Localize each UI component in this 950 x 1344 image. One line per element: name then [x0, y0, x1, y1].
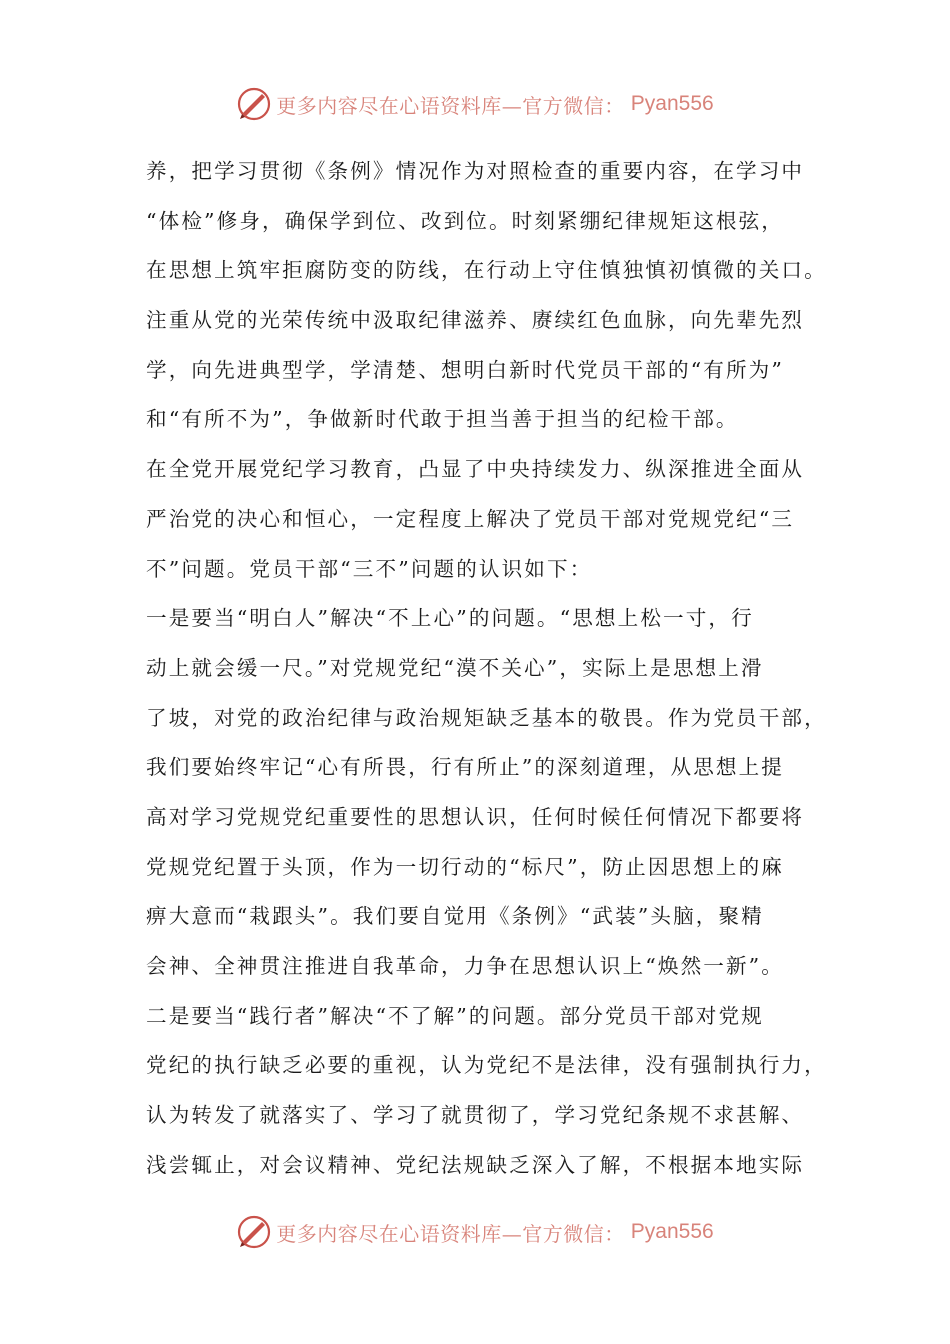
banner-wechat-id: Pyan556	[630, 92, 714, 115]
text-line: 认为转发了就落实了、学习了就贯彻了，学习党纪条规不求甚解、	[146, 1103, 805, 1128]
banner-wechat-id: Pyan556	[630, 1220, 714, 1243]
text-line: 和“有所不为”，争做新时代敢于担当善于担当的纪检干部。	[146, 407, 739, 432]
banner-text: 更多内容尽在心语资料库—官方微信：	[276, 93, 625, 118]
text-line: 痹大意而“栽跟头”。我们要自觉用《条例》“武装”头脑，聚精	[146, 904, 764, 929]
text-line: 养，把学习贯彻《条例》情况作为对照检查的重要内容，在学习中	[146, 159, 805, 183]
text-line: 严治党的决心和恒心，一定程度上解决了党员干部对党规党纪“三	[146, 506, 795, 531]
text-line: 在思想上筑牢拒腐防变的防线，在行动上守住慎独慎初慎微的关口。	[146, 258, 827, 283]
text-line: 在全党开展党纪学习教育，凸显了中央持续发力、纵深推进全面从	[146, 457, 805, 482]
header-banner	[0, 84, 950, 124]
text-line: 学，向先进典型学，学清楚、想明白新时代党员干部的“有所为”	[146, 357, 784, 382]
text-line: 一是要当“明白人”解决“不上心”的问题。“思想上松一寸，行	[146, 606, 754, 631]
document-body	[146, 151, 827, 1194]
text-line: 不”问题。党员干部“三不”问题的认识如下：	[146, 556, 593, 581]
banner-text: 更多内容尽在心语资料库—官方微信：	[276, 1221, 625, 1246]
text-line: 浅尝辄止，对会议精神、党纪法规缺乏深入了解，不根据本地实际	[146, 1152, 805, 1177]
text-line: 党规党纪置于头顶，作为一切行动的“标尺”，防止因思想上的麻	[146, 854, 784, 879]
text-line: “体检”修身，确保学到位、改到位。时刻紧绷纪律规矩这根弦，	[146, 208, 784, 233]
text-line: 党纪的执行缺乏必要的重视，认为党纪不是法律，没有强制执行力，	[146, 1053, 827, 1078]
text-line: 会神、全神贯注推进自我革命，力争在思想认识上“焕然一新”。	[146, 954, 784, 978]
text-line: 我们要始终牢记“心有所畏，行有所止”的深刻道理，从思想上提	[146, 755, 784, 780]
footer-banner	[0, 1212, 950, 1252]
pen-logo-icon	[236, 86, 272, 122]
text-line: 动上就会缓一尺。”对党规党纪“漠不关心”，实际上是思想上滑	[146, 655, 764, 680]
text-line: 注重从党的光荣传统中汲取纪律滋养、赓续红色血脉，向先辈先烈	[146, 308, 805, 333]
text-line: 高对学习党规党纪重要性的思想认识，任何时候任何情况下都要将	[146, 804, 805, 829]
text-line: 二是要当“践行者”解决“不了解”的问题。部分党员干部对党规	[146, 1003, 764, 1028]
pen-logo-icon	[236, 1214, 272, 1250]
text-line: 了坡，对党的政治纪律与政治规矩缺乏基本的敬畏。作为党员干部，	[146, 705, 827, 730]
